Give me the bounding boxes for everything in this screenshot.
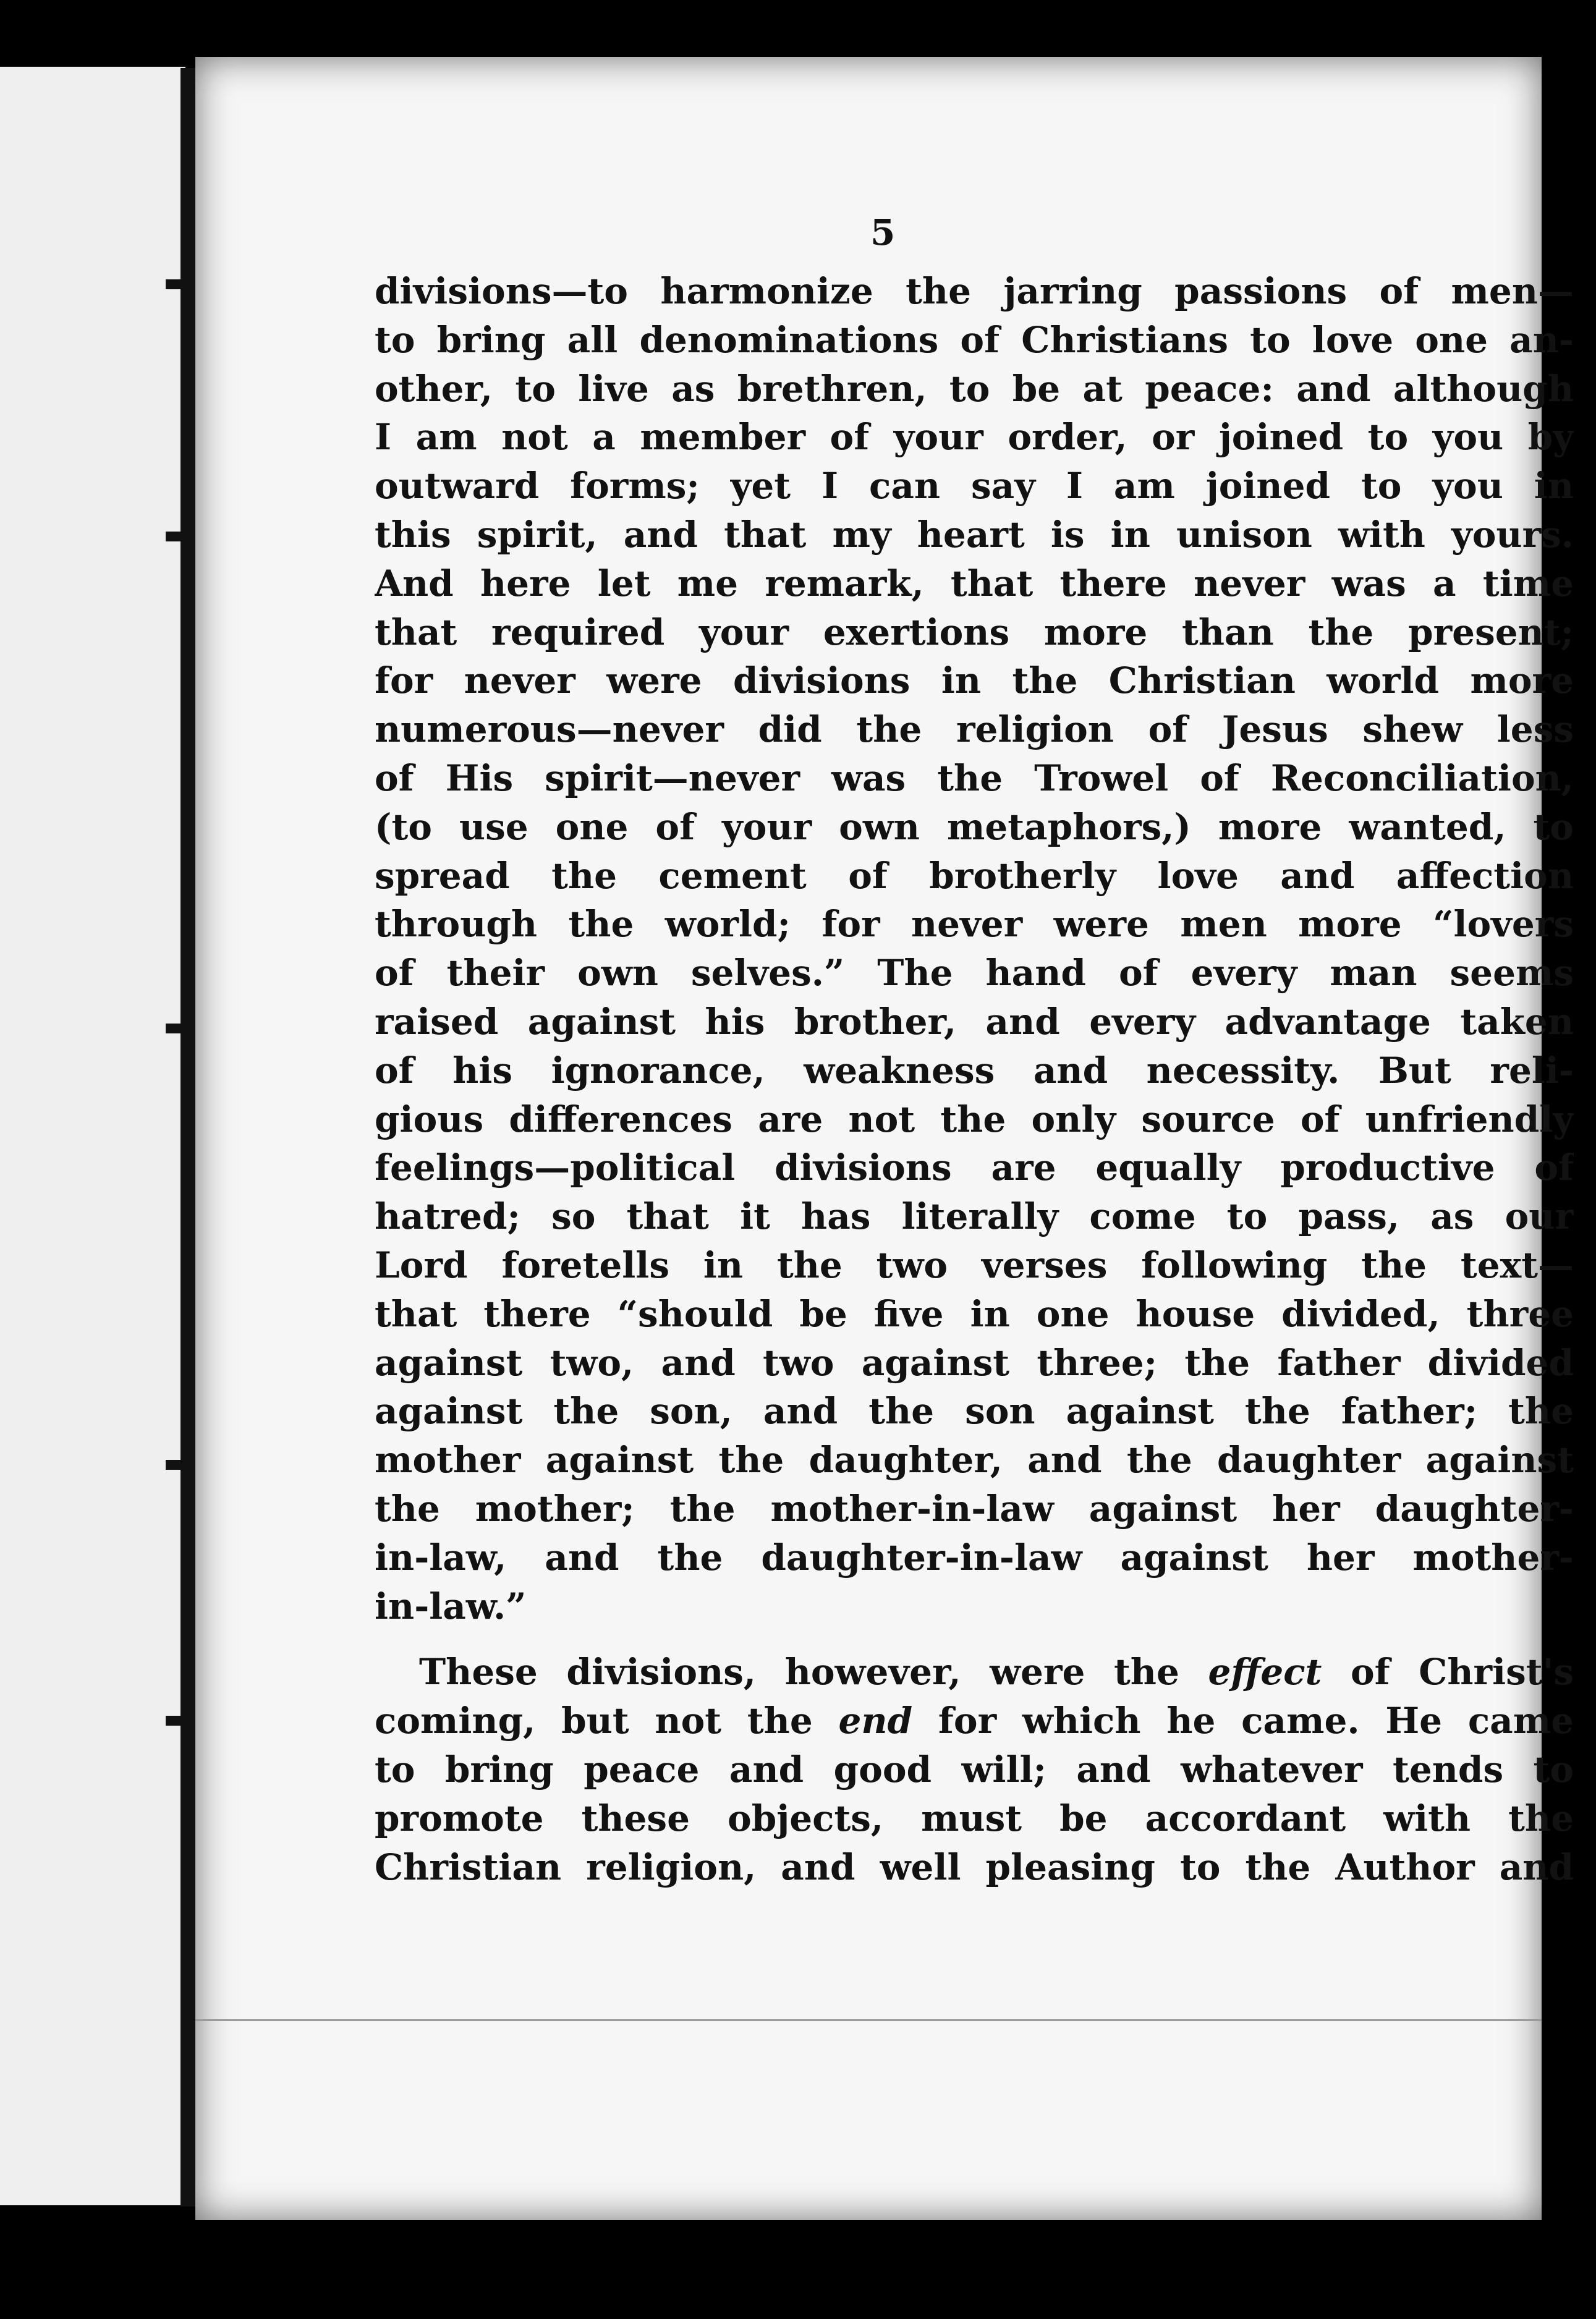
text-run: These divisions, however, were the [419, 1651, 1208, 1694]
text-line [375, 1648, 1574, 1697]
book-page [195, 57, 1574, 2220]
text-line: other, to live as brethren, to be at peace: and although [375, 367, 1574, 410]
text-line: for never were divisions in the Christian world more [375, 659, 1574, 702]
text-line: Christian religion, and well pleasing to the Author and [375, 1846, 1574, 1888]
body-text [375, 267, 1574, 1891]
text-line: raised against his brother, and every advantage taken [375, 1000, 1574, 1043]
text-line: that there “should be five in one house divided, three [375, 1292, 1574, 1335]
paragraph [375, 1648, 1574, 1891]
emphasis: effect [1208, 1651, 1322, 1694]
text-run: coming, but not the [375, 1700, 839, 1742]
text-line: of His spirit—never was the Trowel of Reconciliation, [375, 757, 1574, 799]
text-line: mother against the daughter, and the daughter against [375, 1439, 1574, 1482]
emphasis: end [838, 1700, 913, 1742]
text-line: of his ignorance, weakness and necessity. But reli- [375, 1049, 1574, 1092]
text-line: numerous—never did the religion of Jesus shew less [375, 708, 1574, 751]
text-line: that required your exertions more than the present; [375, 611, 1574, 653]
binding-gutter [180, 68, 195, 2207]
paragraph [375, 267, 1574, 1630]
text-line: to bring all denominations of Christians to love one an- [375, 318, 1574, 361]
text-line: against two, and two against three; the father divided [375, 1341, 1574, 1384]
paragraph-gap [375, 1630, 1574, 1648]
text-line: promote these objects, must be accordant with the [375, 1797, 1574, 1839]
text-line: hatred; so that it has literally come to pass, as our [375, 1195, 1574, 1238]
text-line: And here let me remark, that there never was a time [375, 562, 1574, 604]
text-line: I am not a member of your order, or joined to you by [375, 416, 1574, 459]
text-line: feelings—political divisions are equally productive of [375, 1147, 1574, 1189]
text-line: outward forms; yet I can say I am joined to you in [375, 465, 1574, 507]
facing-page-edge [0, 67, 185, 2205]
text-line: the mother; the mother-in-law against her daughter- [375, 1487, 1574, 1530]
page-number: 5 [870, 211, 896, 253]
text-line: in-law.” [375, 1585, 527, 1627]
text-line: Lord foretells in the two verses following the text— [375, 1244, 1574, 1286]
text-line: through the world; for never were men more “lovers [375, 903, 1574, 946]
text-line: gious differences are not the only source of unfriendly [375, 1098, 1574, 1140]
text-line: this spirit, and that my heart is in unison with yours. [375, 513, 1574, 556]
text-line: of their own selves.” The hand of every man seems [375, 952, 1574, 994]
text-run: for which he came. He came [912, 1700, 1574, 1742]
text-line: divisions—to harmonize the jarring passions of men— [375, 270, 1574, 312]
text-line: in-law, and the daughter-in-law against her mother- [375, 1536, 1574, 1579]
text-line: against the son, and the son against the father; the [375, 1390, 1574, 1433]
text-line: (to use one of your own metaphors,) more wanted, to [375, 805, 1574, 848]
page-bottom-edge [195, 2019, 1542, 2021]
text-line [375, 1697, 1574, 1745]
text-run: of Christ's [1322, 1651, 1574, 1694]
text-line: to bring peace and good will; and whatever tends to [375, 1748, 1574, 1791]
text-line: spread the cement of brotherly love and affection [375, 854, 1574, 897]
